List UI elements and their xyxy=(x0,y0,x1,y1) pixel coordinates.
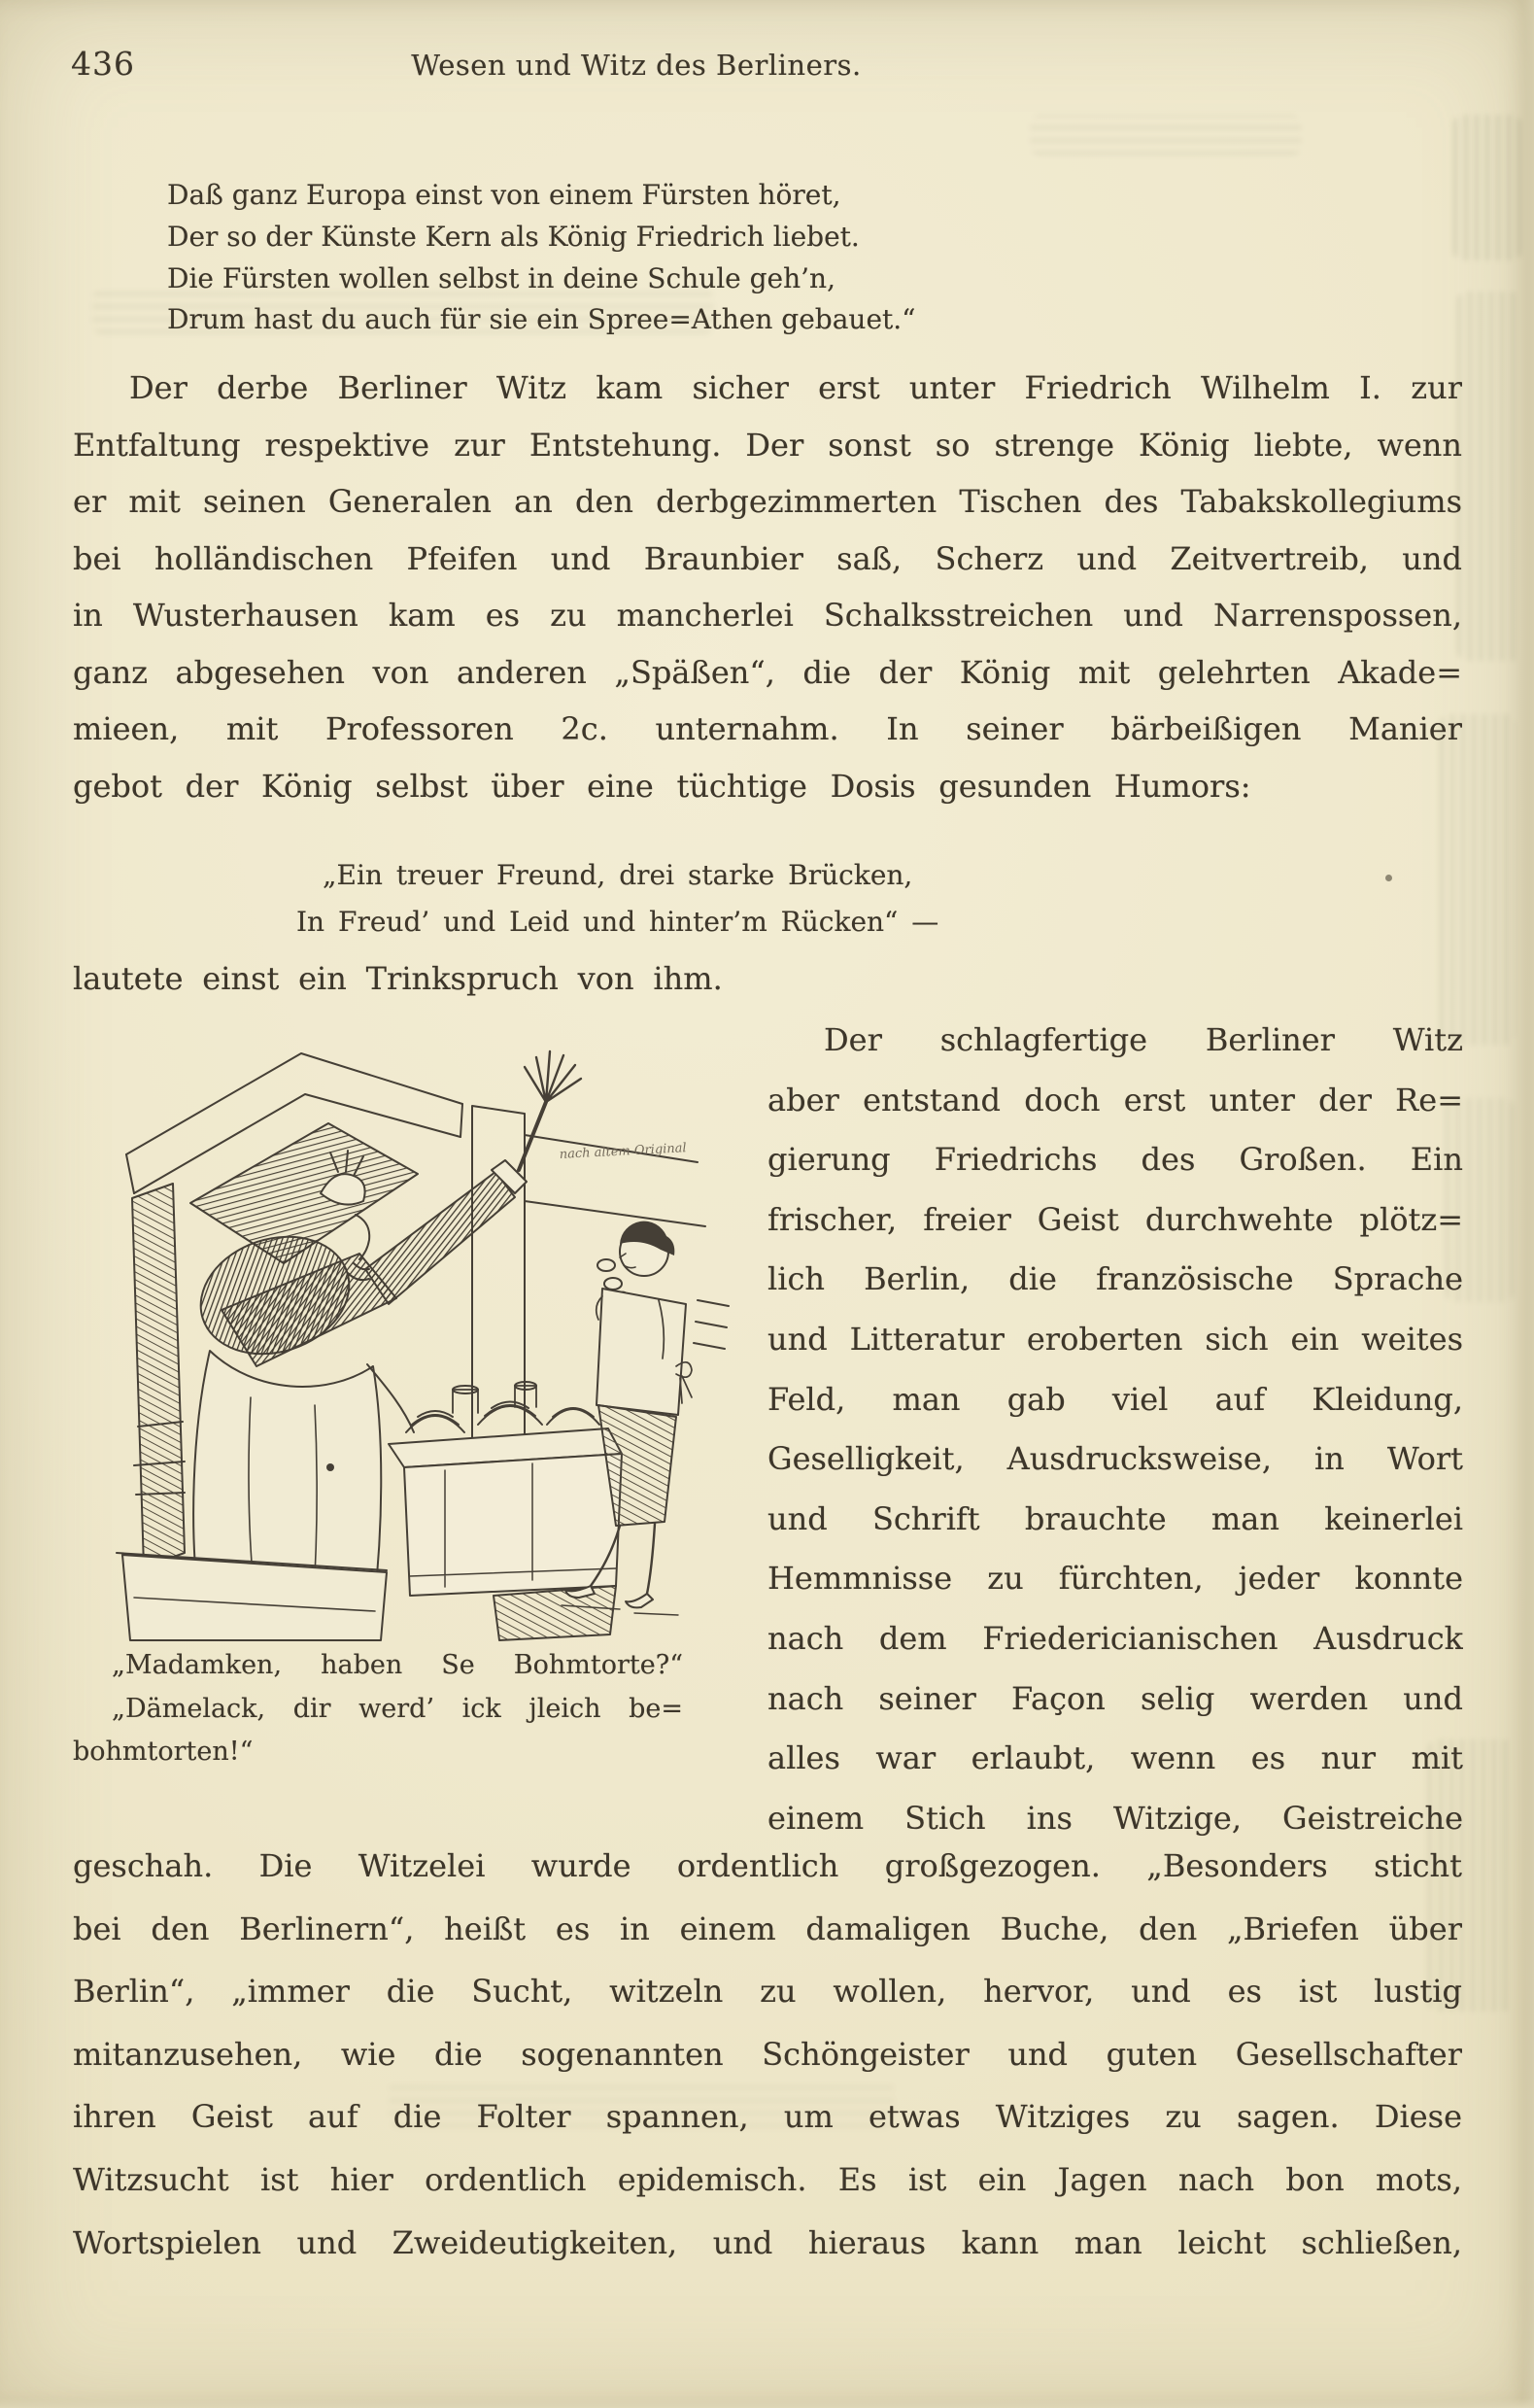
text-line: und Litteratur eroberten sich ein weites xyxy=(767,1320,1463,1358)
page-edge-shadow xyxy=(1522,0,1534,2408)
bleedthrough-smudge xyxy=(1457,292,1519,661)
text-line: Witzsucht ist hier ordentlich epidemisch. Es ist ein Jagen nach bon mots, xyxy=(73,2160,1462,2198)
caption-line: „Madamken, haben Se Bohmtorte?“ xyxy=(112,1650,683,1680)
text-line: in Wusterhausen kam es zu mancherlei Schalksstreichen und Narrenspossen, xyxy=(73,597,1462,634)
text-line: gebot der König selbst über eine tüchtige Dosis gesunden Humors: xyxy=(73,767,1251,805)
cake xyxy=(478,1402,542,1426)
text-line: ganz abgesehen von anderen „Späßen“, die der König mit gelehrten Akade= xyxy=(73,653,1462,691)
toast-quote-line: „Ein treuer Freund, drei starke Brücken, xyxy=(323,859,913,891)
poem-line: Der so der Künste Kern als König Friedrich liebet. xyxy=(167,220,860,253)
feather-duster-head xyxy=(525,1051,581,1102)
text-line: Feld, man gab viel auf Kleidung, xyxy=(767,1380,1463,1418)
feather-duster-handle xyxy=(519,1102,546,1170)
toast-attribution-line: lautete einst ein Trinkspruch von ihm. xyxy=(73,960,723,997)
right-text-column xyxy=(767,1011,1463,1848)
text-line: Wortspielen und Zweideutigkeiten, und hieraus kann man leicht schließen, xyxy=(73,2223,1462,2261)
running-title: Wesen und Witz des Berliners. xyxy=(411,49,862,82)
text-line: bei holländischen Pfeifen und Braunbier saß, Scherz und Zeitvertreib, und xyxy=(73,539,1462,577)
cake xyxy=(547,1408,599,1425)
text-line: aber entstand doch erst unter der Re= xyxy=(767,1081,1463,1118)
awning-top-edge xyxy=(126,1053,462,1154)
print-speck xyxy=(1385,875,1392,881)
body-paragraph-1 xyxy=(73,360,1462,814)
text-line: Hemmnisse zu fürchten, jeder konnte xyxy=(767,1560,1463,1598)
text-line: nach seiner Façon selig werden und xyxy=(767,1679,1463,1717)
text-line: ihren Geist auf die Folter spannen, um etwas Witziges zu sagen. Diese xyxy=(73,2098,1462,2136)
boy-hand xyxy=(597,1259,615,1271)
bleedthrough-smudge xyxy=(1453,115,1521,260)
page-number: 436 xyxy=(71,45,135,83)
caption-line: bohmtorten!“ xyxy=(73,1737,254,1767)
text-line: frischer, freier Geist durchwehte plötz= xyxy=(767,1200,1463,1238)
boy-hand xyxy=(604,1278,622,1290)
cake xyxy=(406,1411,464,1432)
market-scene-illustration xyxy=(76,1009,736,1642)
poem-line: Die Fürsten wollen selbst in deine Schule geh’n, xyxy=(167,261,835,294)
toast-quote-line: In Freud’ und Leid und hinter’m Rücken“ — xyxy=(296,906,939,938)
illustration-signature: nach altem Original xyxy=(559,1141,688,1162)
text-line: einem Stich ins Witzige, Geistreiche xyxy=(767,1799,1463,1837)
poem-line: Drum hast du auch für sie ein Spree=Athen gebauet.“ xyxy=(167,303,916,336)
stall-tablecloth xyxy=(404,1454,622,1596)
opening-poem xyxy=(167,175,944,341)
text-line: lich Berlin, die französische Sprache xyxy=(767,1260,1463,1298)
page-edge-shadow xyxy=(0,2398,1534,2408)
caption-line: „Dämelack, dir werd’ ick jleich be= xyxy=(112,1693,683,1724)
illustration-caption xyxy=(73,1644,683,1774)
text-line: nach dem Friedericianischen Ausdruck xyxy=(767,1619,1463,1657)
text-line: bei den Berlinern“, heißt es in einem damaligen Buche, den „Briefen über xyxy=(73,1909,1462,1947)
text-line: Berlin“, „immer die Sucht, witzeln zu wollen, hervor, und es ist lustig xyxy=(73,1973,1462,2011)
text-line: Geselligkeit, Ausdrucksweise, in Wort xyxy=(767,1440,1463,1478)
bleedthrough-smudge xyxy=(1030,115,1302,155)
poem-line: Daß ganz Europa einst von einem Fürsten höret, xyxy=(167,179,841,211)
text-line: Entfaltung respektive zur Entstehung. Der sonst so strenge König liebte, wenn xyxy=(73,426,1462,464)
text-line: geschah. Die Witzelei wurde ordentlich großgezogen. „Besonders sticht xyxy=(73,1847,1462,1884)
text-line: mitanzusehen, wie die sogenannten Schöngeister und guten Gesellschafter xyxy=(73,2035,1462,2073)
text-line: er mit seinen Generalen an den derbgezimmerten Tischen des Tabakskollegiums xyxy=(73,483,1462,520)
text-line: Der derbe Berliner Witz kam sicher erst unter Friedrich Wilhelm I. zur xyxy=(129,369,1462,406)
text-line: Der schlagfertige Berliner Witz xyxy=(824,1021,1463,1058)
boy-shirt xyxy=(597,1289,686,1415)
text-line: und Schrift brauchte man keinerlei xyxy=(767,1499,1463,1537)
body-paragraph-2 xyxy=(73,1835,1462,2274)
woman-profile xyxy=(356,1215,369,1259)
text-line: gierung Friedrichs des Großen. Ein xyxy=(767,1141,1463,1179)
text-line: alles war erlaubt, wenn es nur mit xyxy=(767,1739,1463,1777)
text-line: mieen, mit Professoren 2c. unternahm. In seiner bärbeißigen Manier xyxy=(73,710,1462,747)
